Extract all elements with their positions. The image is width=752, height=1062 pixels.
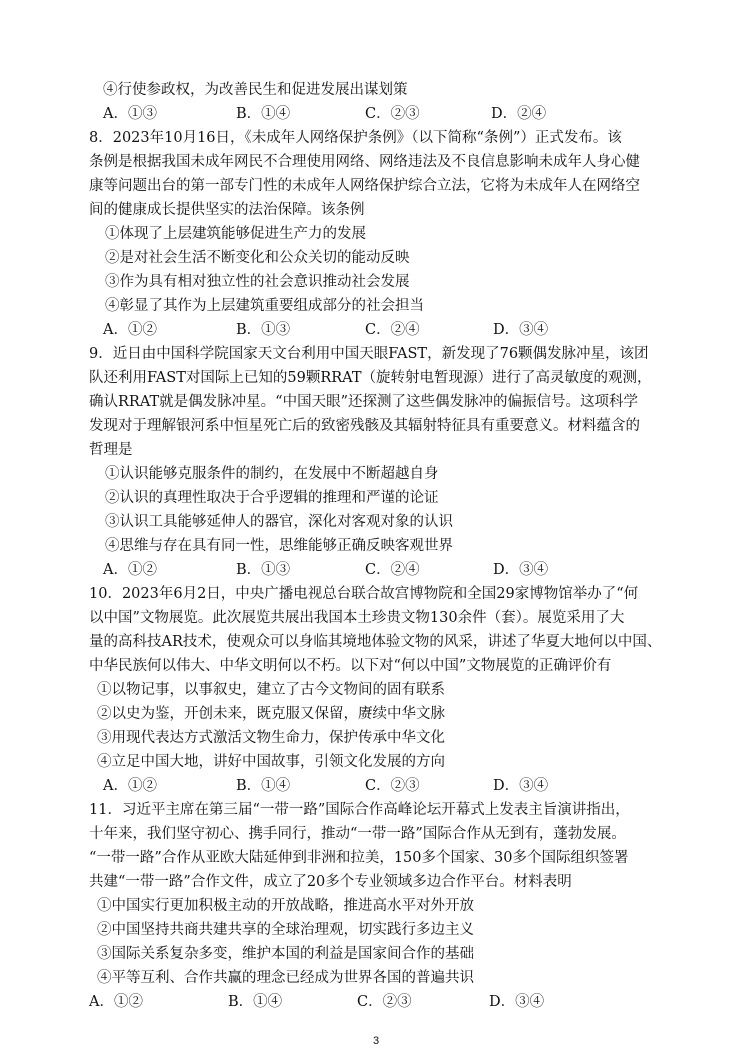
q10-statement-4: ④立足中国大地，讲好中国故事，引领文化发展的方向	[97, 754, 445, 770]
q11-statement-1: ①中国实行更加积极主动的开放战略，推进高水平对外开放	[97, 898, 474, 914]
q9-option-d[interactable]: D．③④	[493, 562, 549, 578]
q7-option-b[interactable]: B．①④	[236, 106, 291, 122]
q11-option-b[interactable]: B．①④	[228, 994, 283, 1010]
q7-statement-4: ④行使参政权，为改善民生和促进发展出谋划策	[103, 82, 408, 98]
q10-option-c[interactable]: C．②③	[365, 778, 420, 794]
q10-stem-line-4: 中华民族何以伟大、中华文明何以不朽。以下对“何以中国”文物展览的正确评价有	[89, 658, 612, 674]
q10-option-b[interactable]: B．①④	[236, 778, 291, 794]
q11-option-c[interactable]: C．②③	[357, 994, 412, 1010]
q9-statement-1: ①认识能够克服条件的制约，在发展中不断超越自身	[105, 466, 439, 482]
q11-statement-3: ③国际关系复杂多变，维护本国的利益是国家间合作的基础	[97, 946, 474, 962]
q8-statement-3: ③作为具有相对独立性的社会意识推动社会发展	[105, 274, 410, 290]
q9-option-c[interactable]: C．②④	[365, 562, 420, 578]
q11-stem-line-2: 十年来，我们坚守初心、携手同行，推动“一带一路”国际合作从无到有，蓬勃发展。	[89, 826, 626, 842]
q11-stem-line-1: 11．习近平主席在第三届“一带一路”国际合作高峰论坛开幕式上发表主旨演讲指出，	[89, 802, 630, 818]
q8-options	[0, 320, 752, 340]
q11-stem-line-4: 共建“一带一路”合作文件，成立了20多个专业领域多边合作平台。材料表明	[89, 874, 572, 890]
q11-option-d[interactable]: D．③④	[489, 994, 545, 1010]
q8-option-d[interactable]: D．③④	[493, 322, 549, 338]
q9-stem-line-4: 发现对于理解银河系中恒星死亡后的致密残骸及其辐射特征具有重要意义。材料蕴含的	[89, 418, 640, 434]
q7-options	[0, 104, 752, 124]
q9-statement-4: ④思维与存在具有同一性，思维能够正确反映客观世界	[105, 538, 453, 554]
q9-option-a[interactable]: A．①②	[103, 562, 157, 578]
q9-statement-2: ②认识的真理性取决于合乎逻辑的推理和严谨的论证	[105, 490, 439, 506]
q8-option-a[interactable]: A．①②	[103, 322, 157, 338]
q10-statement-3: ③用现代表达方式激活文物生命力，保护传承中华文化	[97, 730, 445, 746]
q10-stem-line-3: 量的高科技AR技术，使观众可以身临其境地体验文物的风采，讲述了华夏大地何以中国、	[89, 634, 662, 650]
q10-option-d[interactable]: D．③④	[493, 778, 549, 794]
q10-options	[0, 776, 752, 796]
q7-option-c[interactable]: C．②③	[365, 106, 420, 122]
q8-statement-2: ②是对社会生活不断变化和公众关切的能动反映	[105, 250, 410, 266]
q11-statement-2: ②中国坚持共商共建共享的全球治理观，切实践行多边主义	[97, 922, 474, 938]
q10-option-a[interactable]: A．①②	[103, 778, 157, 794]
q8-statement-4: ④彰显了其作为上层建筑重要组成部分的社会担当	[105, 298, 424, 314]
q9-stem-line-5: 哲理是	[89, 442, 133, 458]
q9-stem-line-1: 9．近日由中国科学院国家天文台利用中国天眼FAST，新发现了76颗偶发脉冲星，该团	[89, 346, 649, 362]
q9-stem-line-2: 队还利用FAST对国际上已知的59颗RRAT（旋转射电暂现源）进行了高灵敏度的观测，	[89, 370, 652, 386]
q10-stem-line-1: 10．2023年6月2日，中央广播电视总台联合故宫博物院和全国29家博物馆举办了“何	[89, 586, 639, 602]
q8-stem-line-3: 康等问题出台的第一部专门性的未成年人网络保护综合立法，它将为未成年人在网络空	[89, 178, 640, 194]
q8-option-c[interactable]: C．②④	[365, 322, 420, 338]
q9-statement-3: ③认识工具能够延伸人的器官，深化对客观对象的认识	[105, 514, 453, 530]
q11-option-a[interactable]: A．①②	[89, 994, 143, 1010]
q7-option-d[interactable]: D．②④	[491, 106, 547, 122]
q10-stem-line-2: 以中国”文物展览。此次展览共展出我国本土珍贵文物130余件（套）。展览采用了大	[89, 610, 625, 626]
q9-stem-line-3: 确认RRAT就是偶发脉冲星。“中国天眼”还探测了这些偶发脉冲的偏振信号。这项科学	[89, 394, 639, 410]
q11-statement-4: ④平等互利、合作共赢的理念已经成为世界各国的普遍共识	[97, 970, 474, 986]
q8-stem-line-2: 条例是根据我国未成年网民不合理使用网络、网络违法及不良信息影响未成年人身心健	[89, 154, 640, 170]
q11-options	[0, 992, 752, 1012]
q8-option-b[interactable]: B．①③	[236, 322, 291, 338]
q8-stem-line-1: 8．2023年10月16日，《未成年人网络保护条例》（以下简称“条例”）正式发布。该	[89, 130, 622, 146]
q10-statement-2: ②以史为鉴，开创未来，既克服又保留，赓续中华文脉	[97, 706, 445, 722]
q10-statement-1: ①以物记事，以事叙史，建立了古今文物间的固有联系	[97, 682, 445, 698]
q8-stem-line-4: 间的健康成长提供坚实的法治保障。该条例	[89, 202, 365, 218]
q9-option-b[interactable]: B．①③	[236, 562, 291, 578]
q11-stem-line-3: “一带一路”合作从亚欧大陆延伸到非洲和拉美，150多个国家、30多个国际组织签署	[89, 850, 629, 866]
q9-options	[0, 560, 752, 580]
q7-option-a[interactable]: A．①③	[103, 106, 157, 122]
page-number: 3	[372, 1035, 380, 1047]
q8-statement-1: ①体现了上层建筑能够促进生产力的发展	[105, 226, 366, 242]
